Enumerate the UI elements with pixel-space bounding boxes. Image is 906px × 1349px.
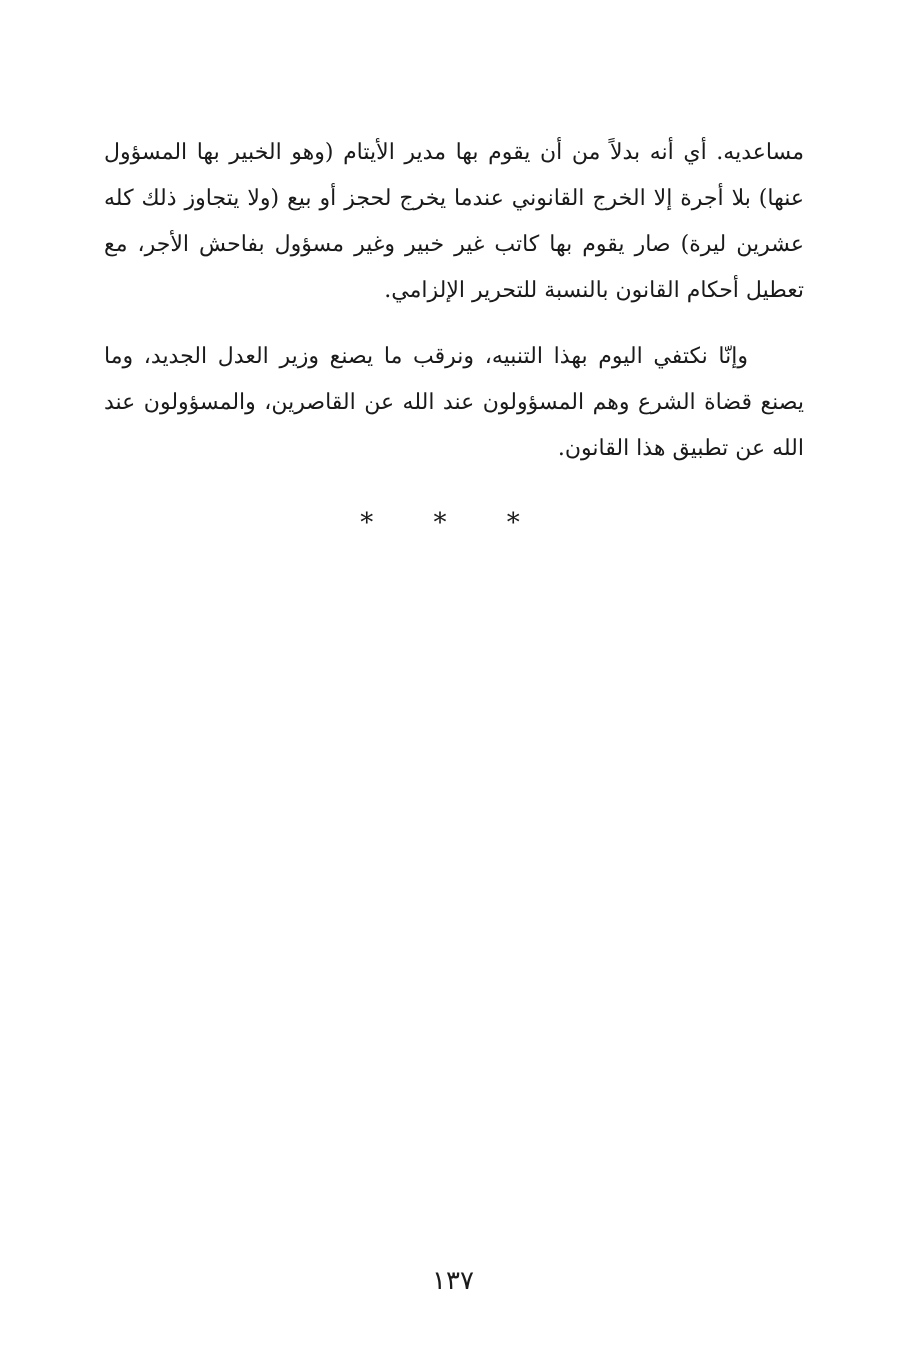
paragraph-1: مساعديه. أي أنه بدلاً من أن يقوم بها مدير الأيتام (وهو الخبير بها المسؤول عنها) بلا أجرة إلا الخرج القانوني عندما يخرج لحجز أو بيع (ولا يتجاوز ذلك كله عشرين ليرة) صار يقوم بها كاتب غير خبير وغير مسؤول بفاحش الأجر، مع تعطيل أحكام القانون بالنسبة للتحرير الإلزامي.	[104, 140, 804, 303]
page-number: ١٣٧	[432, 1266, 474, 1296]
section-separator: * * *	[360, 508, 546, 538]
paragraph-2: وإنّا نكتفي اليوم بهذا التنبيه، ونرقب ما يصنع وزير العدل الجديد، وما يصنع قضاة الشرع وهم المسؤولون عند الله عن القاصرين، والمسؤولون عند الله عن تطبيق هذا القانون.	[104, 344, 804, 461]
